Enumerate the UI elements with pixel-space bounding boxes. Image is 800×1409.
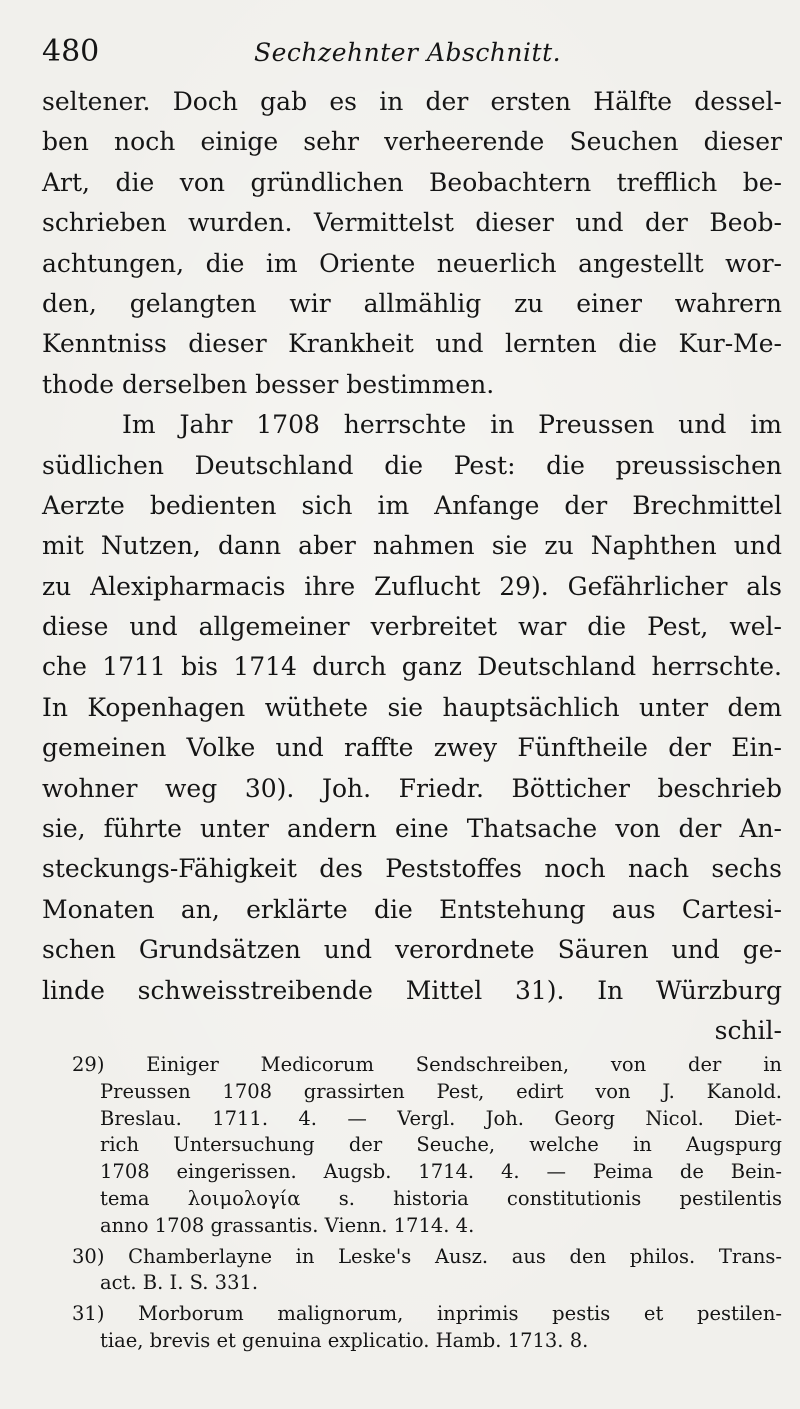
text-line: sie, führte unter andern eine Thatsache von der An- <box>42 814 782 844</box>
text-line: schrieben wurden. Vermittelst dieser und der Beob- <box>42 208 782 238</box>
text-line: Monaten an, erklärte die Entstehung aus Cartesi- <box>42 894 782 924</box>
text-line: Aerzte bedienten sich im Anfange der Brechmittel <box>42 490 782 520</box>
footnote-31 <box>42 1301 782 1355</box>
text-line: mit Nutzen, dann aber nahmen sie zu Naphthen und <box>42 531 782 561</box>
footnote-line: Preussen 1708 grassirten Pest, edirt von J. Kanold. <box>100 1079 782 1103</box>
text-line: seltener. Doch gab es in der ersten Hälfte dessel- <box>42 87 782 116</box>
text-line: schen Grundsätzen und verordnete Säuren und ge- <box>42 935 782 965</box>
footnote-line: Breslau. 1711. 4. — Vergl. Joh. Georg Nicol. Diet- <box>100 1106 782 1130</box>
text-line: zu Alexipharmacis ihre Zuflucht 29). Gefährlicher als <box>42 571 782 601</box>
footnote-line: act. B. I. S. 331. <box>100 1271 259 1295</box>
footnote-30 <box>42 1244 782 1298</box>
footnote-line: tema λοιμολογία s. historia constitutionis pestilentis <box>100 1186 782 1210</box>
paragraph-start-line: Im Jahr 1708 herrschte in Preussen und im <box>122 410 782 440</box>
text-line: ben noch einige sehr verheerende Seuchen dieser <box>42 127 782 157</box>
text-line: che 1711 bis 1714 durch ganz Deutschland herrschte. <box>42 652 782 682</box>
page-number: 480 <box>42 34 100 69</box>
text-line: gemeinen Volke und raffte zwey Fünftheile der Ein- <box>42 733 782 763</box>
footnote-line: 1708 eingerissen. Augsb. 1714. 4. — Peima de Bein- <box>100 1160 782 1184</box>
text-line: achtungen, die im Oriente neuerlich angestellt wor- <box>42 248 782 278</box>
main-text <box>42 82 782 1051</box>
footnote-line: rich Untersuchung der Seuche, welche in Augspurg <box>100 1133 782 1157</box>
text-line: wohner weg 30). Joh. Friedr. Bötticher beschrieb <box>42 773 782 803</box>
text-line: In Kopenhagen wüthete sie hauptsächlich unter dem <box>42 692 782 722</box>
page-header <box>42 30 782 70</box>
text-line: den, gelangten wir allmählig zu einer wahrern <box>42 288 782 318</box>
footnote-line: 31) Morborum malignorum, inprimis pestis et pestilen- <box>72 1302 782 1326</box>
catchword: schil- <box>714 1015 782 1045</box>
text-line: südlichen Deutschland die Pest: die preussischen <box>42 450 782 480</box>
running-head: Sechzehnter Abschnitt. <box>254 38 562 67</box>
text-line: diese und allgemeiner verbreitet war die Pest, wel- <box>42 612 782 642</box>
footnote-29 <box>42 1052 782 1240</box>
footnote-line: 29) Einiger Medicorum Sendschreiben, von der in <box>72 1053 782 1076</box>
text-line: linde schweisstreibende Mittel 31). In Würzburg <box>42 975 782 1005</box>
text-line: thode derselben besser bestimmen. <box>42 369 495 399</box>
text-line: Kenntniss dieser Krankheit und lernten die Kur-Me- <box>42 329 782 359</box>
footnote-line: tiae, brevis et genuina explicatio. Hamb. 1713. 8. <box>100 1328 589 1352</box>
text-line: Art, die von gründlichen Beobachtern trefflich be- <box>42 167 782 197</box>
footnote-line: 30) Chamberlayne in Leske's Ausz. aus den philos. Trans- <box>72 1244 782 1268</box>
text-line: steckungs-Fähigkeit des Peststoffes noch nach sechs <box>42 854 782 884</box>
footnotes <box>42 1052 782 1355</box>
footnote-line: anno 1708 grassantis. Vienn. 1714. 4. <box>100 1213 475 1237</box>
